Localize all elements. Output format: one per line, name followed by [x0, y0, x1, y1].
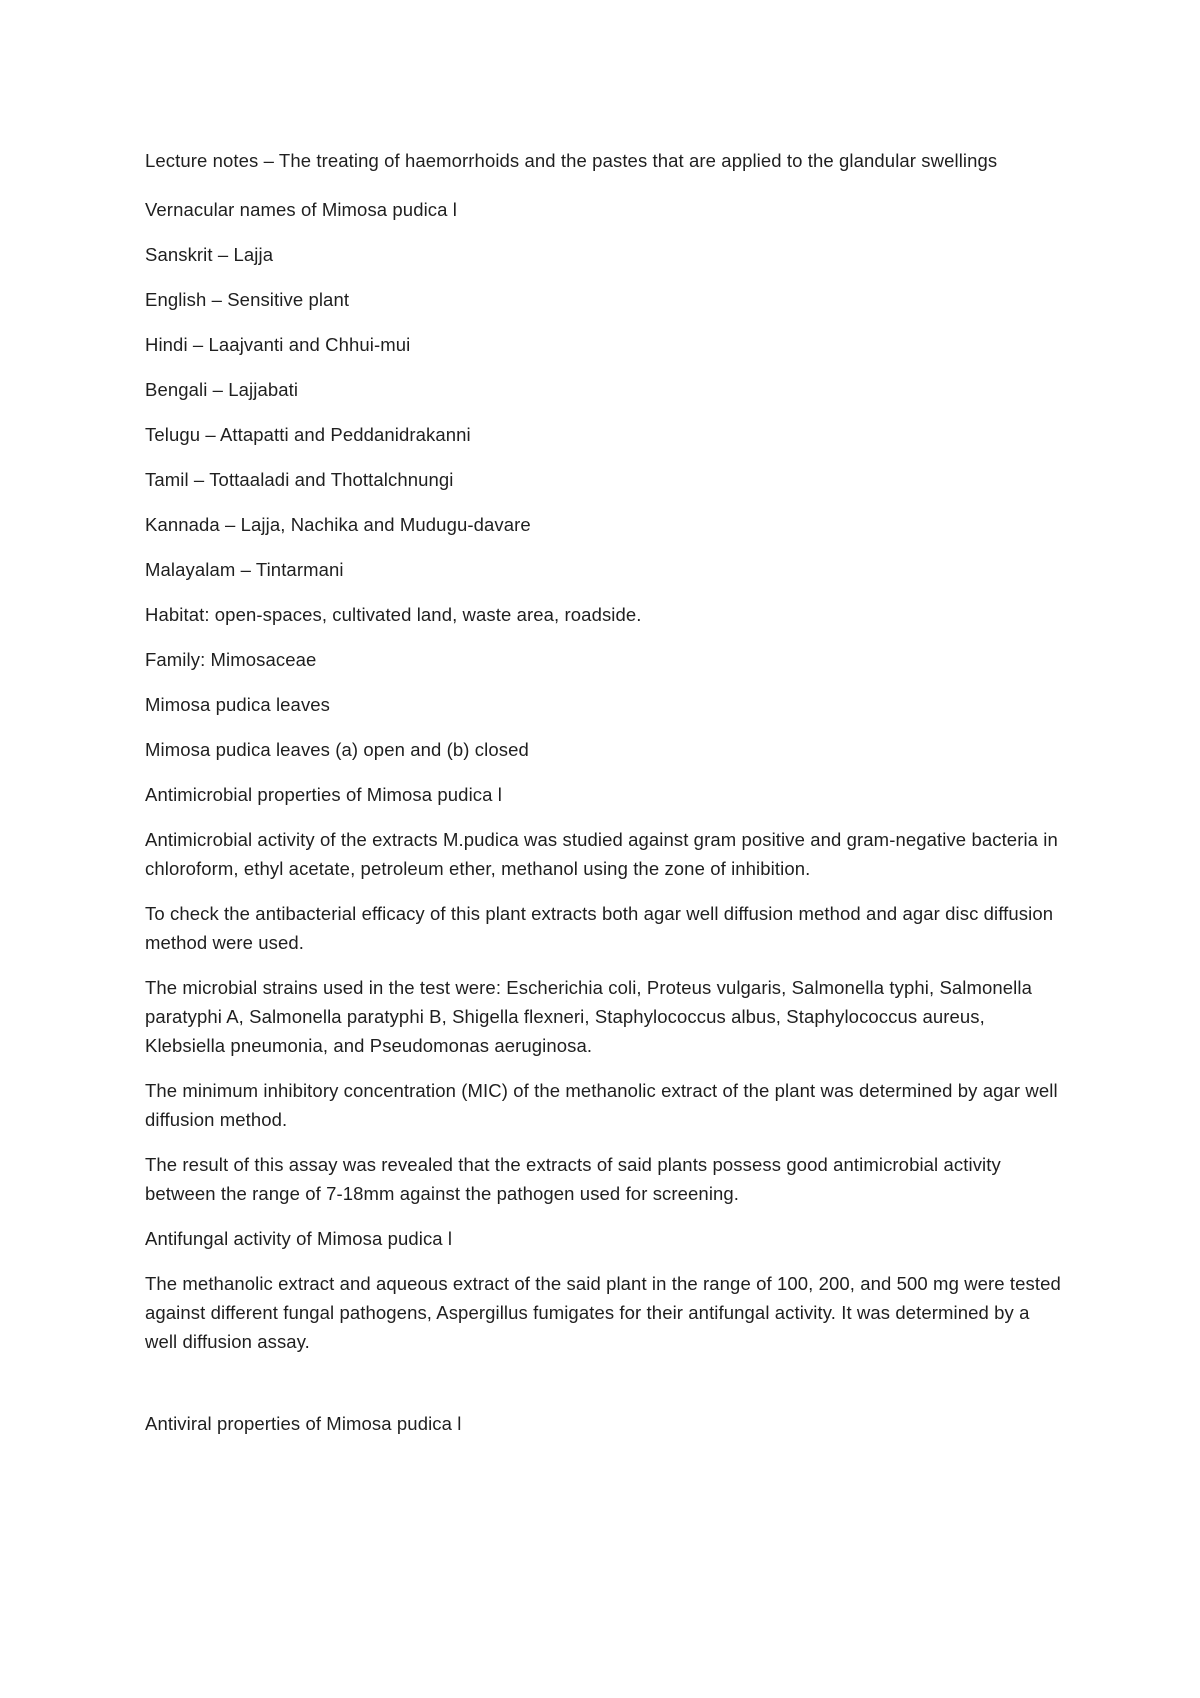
- assay-result-paragraph: The result of this assay was revealed that the extracts of said plants possess good antimicrobial activity between the range of 7-18mm against the pathogen used for screening.: [145, 1154, 1001, 1204]
- name-kannada: Kannada – Lajja, Nachika and Mudugu-davare: [145, 514, 531, 535]
- mic-paragraph: The minimum inhibitory concentration (MIC) of the methanolic extract of the plant was determined by agar well diffusion method.: [145, 1080, 1058, 1130]
- name-sanskrit: Sanskrit – Lajja: [145, 244, 274, 265]
- name-malayalam: Malayalam – Tintarmani: [145, 559, 344, 580]
- leaves-open-closed-caption: Mimosa pudica leaves (a) open and (b) closed: [145, 739, 529, 760]
- vernacular-heading: Vernacular names of Mimosa pudica l: [145, 199, 457, 220]
- antibacterial-method-paragraph: To check the antibacterial efficacy of this plant extracts both agar well diffusion method and agar disc diffusion method were used.: [145, 903, 1054, 953]
- antimicrobial-paragraph: Antimicrobial activity of the extracts M.pudica was studied against gram positive and gram-negative bacteria in chloroform, ethyl acetate, petroleum ether, methanol using the zone of inhibition.: [145, 829, 1058, 879]
- antifungal-heading: Antifungal activity of Mimosa pudica l: [145, 1228, 453, 1249]
- microbial-strains-paragraph: The microbial strains used in the test were: Escherichia coli, Proteus vulgaris, Salmonella typhi, Salmonella paratyphi A, Salmonella paratyphi B, Shigella flexneri, Staphylococcus albus, Staphylococcus aureus, Klebsiella pneumonia, and Pseudomonas aeruginosa.: [145, 977, 1032, 1056]
- leaves-caption: Mimosa pudica leaves: [145, 694, 331, 715]
- name-english: English – Sensitive plant: [145, 289, 350, 310]
- name-telugu: Telugu – Attapatti and Peddanidrakanni: [145, 424, 471, 445]
- antiviral-heading: Antiviral properties of Mimosa pudica l: [145, 1413, 462, 1434]
- document-body: [145, 146, 1065, 1438]
- name-hindi: Hindi – Laajvanti and Chhui-mui: [145, 334, 411, 355]
- name-tamil: Tamil – Tottaaladi and Thottalchnungi: [145, 469, 454, 490]
- name-bengali: Bengali – Lajjabati: [145, 379, 299, 400]
- family-line: Family: Mimosaceae: [145, 649, 317, 670]
- antimicrobial-heading: Antimicrobial properties of Mimosa pudica l: [145, 784, 502, 805]
- lecture-title: Lecture notes – The treating of haemorrhoids and the pastes that are applied to the glandular swellings: [145, 150, 998, 171]
- habitat-line: Habitat: open-spaces, cultivated land, waste area, roadside.: [145, 604, 642, 625]
- antifungal-paragraph: The methanolic extract and aqueous extract of the said plant in the range of 100, 200, and 500 mg were tested against different fungal pathogens, Aspergillus fumigates for their antifungal activity. It was determined by a well diffusion assay.: [145, 1273, 1061, 1352]
